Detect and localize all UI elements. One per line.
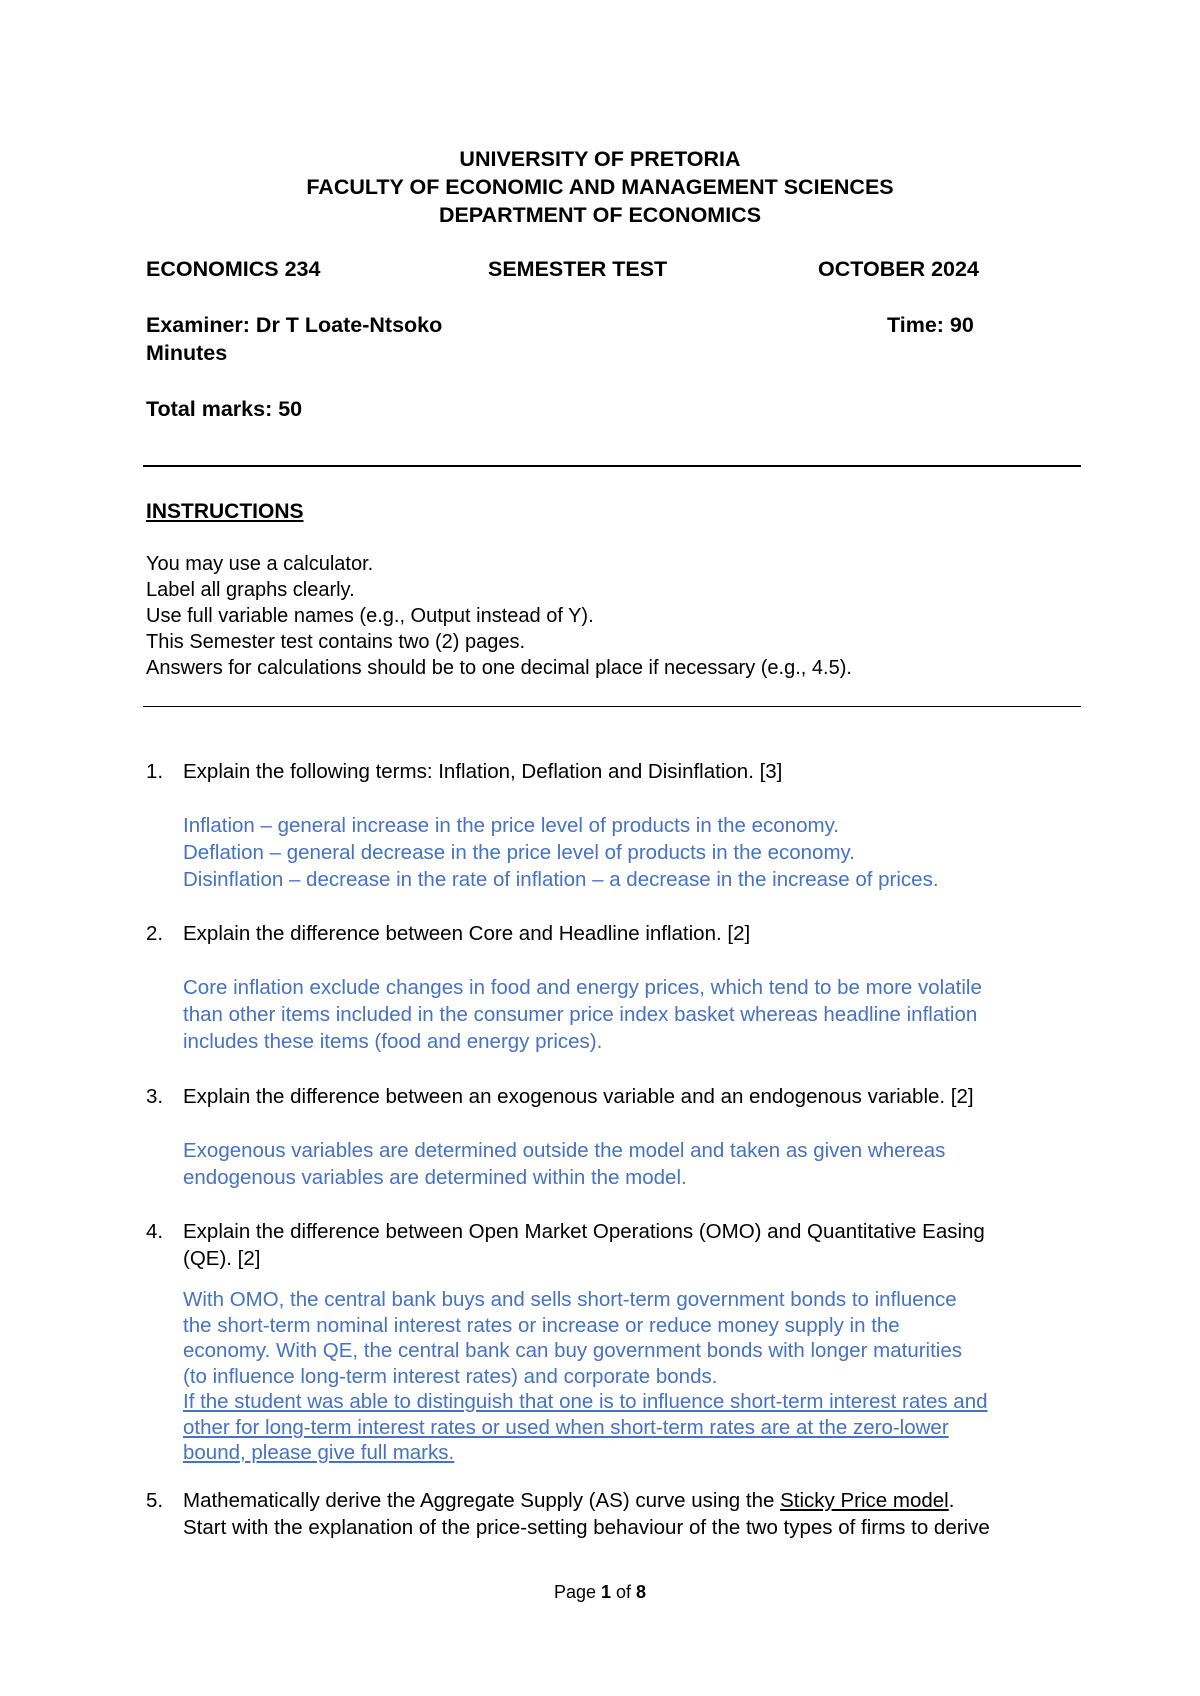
answer-line: the short-term nominal interest rates or increase or reduce money supply in the (183, 1313, 900, 1337)
answer-2 (183, 974, 982, 1055)
page-footer (0, 1582, 1200, 1603)
test-type: SEMESTER TEST (488, 257, 668, 281)
marking-note-line: If the student was able to distinguish that one is to influence short-term interest rates and (183, 1390, 988, 1413)
divider-top (143, 465, 1081, 467)
sticky-price-model-term: Sticky Price model (780, 1489, 949, 1512)
question-number: 5. (146, 1489, 164, 1512)
marking-note-line: bound, please give full marks. (183, 1441, 455, 1464)
instructions-list (146, 551, 852, 681)
test-date: OCTOBER 2024 (818, 257, 979, 281)
answer-line: Core inflation exclude changes in food and energy prices, which tend to be more volatile (183, 976, 982, 999)
instruction-item: Answers for calculations should be to one decimal place if necessary (e.g., 4.5). (146, 657, 852, 679)
instruction-item: Use full variable names (e.g., Output instead of Y). (146, 605, 594, 627)
answer-4 (183, 1287, 988, 1466)
instruction-item: This Semester test contains two (2) pages. (146, 631, 526, 653)
question-text: Explain the difference between an exogenous variable and an endogenous variable. [2] (183, 1085, 974, 1108)
instruction-item: You may use a calculator. (146, 553, 374, 575)
divider-bottom (143, 706, 1081, 707)
question-text-part: . (948, 1489, 955, 1512)
department-name: DEPARTMENT OF ECONOMICS (438, 203, 762, 227)
time-label: Time: 90 (887, 313, 974, 337)
answer-1 (183, 812, 939, 893)
question-number: 1. (146, 760, 164, 783)
faculty-name: FACULTY OF ECONOMIC AND MANAGEMENT SCIENCES (306, 175, 894, 199)
question-text: Explain the following terms: Inflation, Deflation and Disinflation. [3] (183, 760, 783, 783)
document-header (0, 145, 1200, 229)
examiner: Examiner: Dr T Loate-Ntsoko (146, 313, 443, 337)
time-unit: Minutes (146, 341, 228, 365)
question-text: Explain the difference between Core and Headline inflation. [2] (183, 922, 751, 945)
university-name: UNIVERSITY OF PRETORIA (459, 147, 741, 171)
question-text: Explain the difference between Open Market Operations (OMO) and Quantitative Easing (183, 1220, 985, 1243)
course-code: ECONOMICS 234 (146, 257, 321, 281)
instructions-heading: INSTRUCTIONS (146, 500, 304, 523)
of-label: of (611, 1582, 637, 1602)
answer-line: With OMO, the central bank buys and sells short-term government bonds to influence (183, 1288, 957, 1311)
answer-line: than other items included in the consumer price index basket whereas headline inflation (183, 1003, 978, 1026)
page-current: 1 (601, 1582, 612, 1602)
question-number: 4. (146, 1220, 164, 1243)
question-number: 2. (146, 922, 164, 945)
instruction-item: Label all graphs clearly. (146, 579, 355, 601)
marking-note-line: other for long-term interest rates or used when short-term rates are at the zero-lower (183, 1415, 949, 1439)
answer-3 (183, 1137, 945, 1191)
page-total: 8 (636, 1582, 647, 1602)
question-text (183, 1487, 954, 1514)
question-text-part: Mathematically derive the Aggregate Supply (AS) curve using the (183, 1489, 781, 1512)
answer-line: (to influence long-term interest rates) and corporate bonds. (183, 1364, 718, 1388)
answer-line: Disinflation – decrease in the rate of inflation – a decrease in the increase of prices. (183, 868, 939, 891)
question-text: Start with the explanation of the price-setting behaviour of the two types of firms to derive (183, 1516, 990, 1539)
total-marks: Total marks: 50 (146, 397, 303, 421)
answer-line: endogenous variables are determined within the model. (183, 1166, 687, 1189)
answer-line: Deflation – general decrease in the price level of products in the economy. (183, 841, 855, 864)
answer-line: economy. With QE, the central bank can buy government bonds with longer maturities (183, 1339, 963, 1362)
question-text: (QE). [2] (183, 1247, 261, 1270)
answer-line: Inflation – general increase in the price level of products in the economy. (183, 814, 839, 837)
question-number: 3. (146, 1085, 164, 1108)
answer-line: includes these items (food and energy prices). (183, 1030, 603, 1053)
answer-line: Exogenous variables are determined outside the model and taken as given whereas (183, 1139, 946, 1162)
page-label: Page (553, 1582, 601, 1602)
